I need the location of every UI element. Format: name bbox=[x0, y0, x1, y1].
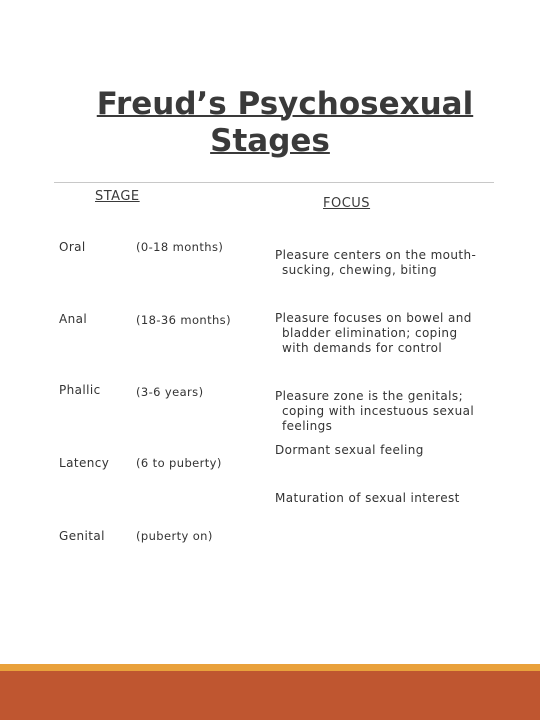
focus-latency bbox=[275, 443, 515, 458]
age-latency: (6 to puberty) bbox=[136, 456, 222, 470]
focus-anal-line-2: bladder elimination; coping bbox=[282, 326, 458, 340]
stage-anal: Anal bbox=[59, 312, 88, 326]
focus-genital bbox=[275, 491, 515, 506]
focus-oral bbox=[275, 248, 515, 278]
focus-phallic-line-2: coping with incestuous sexual bbox=[282, 404, 475, 418]
footer-bar bbox=[0, 671, 540, 720]
age-phallic: (3-6 years) bbox=[136, 385, 204, 399]
title-line-2: Stages bbox=[210, 123, 330, 159]
focus-anal-line-3: with demands for control bbox=[282, 341, 443, 355]
focus-phallic bbox=[275, 389, 515, 434]
focus-oral-line-1: Pleasure centers on the mouth- bbox=[275, 248, 477, 262]
focus-phallic-line-3: feelings bbox=[282, 419, 333, 433]
age-oral: (0-18 months) bbox=[136, 240, 224, 254]
focus-latency-line-1: Dormant sexual feeling bbox=[275, 443, 424, 457]
age-anal: (18-36 months) bbox=[136, 313, 231, 327]
focus-phallic-line-1: Pleasure zone is the genitals; bbox=[275, 389, 464, 403]
title-divider bbox=[54, 182, 494, 183]
age-genital: (puberty on) bbox=[136, 529, 213, 543]
page-title bbox=[0, 86, 540, 160]
stage-column-header: STAGE bbox=[95, 189, 140, 204]
focus-anal-line-1: Pleasure focuses on bowel and bbox=[275, 311, 472, 325]
stage-oral: Oral bbox=[59, 240, 86, 254]
focus-anal bbox=[275, 311, 515, 356]
focus-column-header: FOCUS bbox=[323, 196, 371, 211]
stage-genital: Genital bbox=[59, 529, 105, 543]
stage-latency: Latency bbox=[59, 456, 110, 470]
footer-accent-strip bbox=[0, 664, 540, 671]
focus-oral-line-2: sucking, chewing, biting bbox=[282, 263, 437, 277]
stage-phallic: Phallic bbox=[59, 383, 101, 397]
title-line-1: Freud’s Psychosexual bbox=[96, 86, 474, 122]
focus-genital-line-1: Maturation of sexual interest bbox=[275, 491, 460, 505]
